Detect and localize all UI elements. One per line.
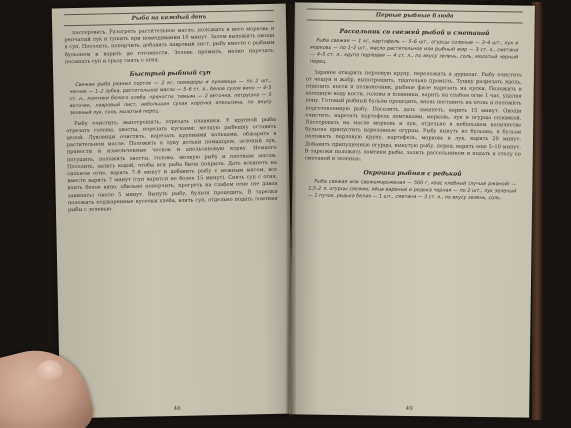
recipe-paragraph: Рыбу очистить, выпотрошить, отрезать плавники. У крупной рыбы отрезать головы, хвосты, порезать кусками; мелкую рыбешку оставить целой. Луковицы очистить, нарезать крупными кольцами, обжарить в растительном масле. Положить к луку дольки помидоров, зеленый лук, пряности и измельченные чеснок и апельсиновую корку. Немного потушить, положить хвосты, головы, мелкую рыбу и плотным мясом. Посолить, залить водой, чтобы вся рыба была покрыта. Дать вскипеть на сильном огне, варить 7–8 минут и добавить рыбу с нежным мясом, все вместе варить 7 минут (суп варится не более 15 минут). Снять суп с огня, влить белое вино, обильно поперчить, прогреть на слабом огне (не давая закипать) около 5 минут. Вынуть рыбу, бульон процедить. В тарелки положить поджаренные кусочки хлеба, влить суп, отдельно подать ломтики рыбы с зеленью. xyxy=(66,116,278,214)
section-title-okroshka: Окрошка рыбная с редькой xyxy=(363,169,462,178)
ingredients-rassolnik: Рыба свежая — 1 кг, картофель — 5–6 шт., огурцы соленые — 3–4 шт., лук и морковь — по 1–2 шт., масло растительное или рыбный жир — 3 ст. л., сметана — 4–5 ст. л., крупа перловая — 4 ст. л., по вкусу зелень, соль, молотый черный перец. xyxy=(310,38,519,65)
right-running-head: Первые рыбные блюда xyxy=(307,9,523,24)
ingredients-fast-fish-soup: Свежая рыба разных сортов — 2 кг, помидоры и луковицы — по 2 шт., чеснок — 1–2 зубка, растительное масло — 5–6 ст. л., белое сухое вино — 4–5 ст. л., ломтики белого хлеба, пряности: тимьян — 2 веточки, петрушка — 5 веточек, лавровый лист, небольшая сухая корочка апельсина, по вкусу зеленый лук, соль, молотый перец. xyxy=(69,78,272,116)
section-title-fast-fish-soup: Быстрый рыбный суп xyxy=(129,69,211,78)
right-page-content xyxy=(292,20,534,203)
thumbnail-nail xyxy=(34,357,64,383)
left-page xyxy=(52,4,295,419)
recipe-paragraph: Заранее отварить перловую крупу, переложить в дуршлаг. Рыбу очистить от чешуи и жабр, выпотрошить, тщательно промыть. Тушку разрезать вдоль, отделить кости и позвоночник, рыбное филе нарезать на куски. Положить в холодную воду кости, головы и плавники, варить на слабом огне 1 час, удаляя пену. Готовый рыбный бульон процедить, вновь поставить на огонь и положить подготовленную рыбу. Посолить, дать закипеть, варить 15 минут. Овощи очистить, нарезать картофель ломтиками, морковь, лук и огурцы соломкой. Пассеровать на масле морковь и лук, отдельно в небольшом количестве бульона припустить нарезанные огурцы. Рыбу вынуть из бульона, в бульон положить перловую крупу, картофель, морковь и лук, варить 20 минут. Добавить припущенные огурцы, вынутую рыбу, перец, варить еще 5–10 минут. В тарелки положить ломтики рыбы, залить рассольником и подать к столу со сметаной и зеленью. xyxy=(304,69,522,163)
left-page-content xyxy=(52,22,290,215)
right-page-number: 49 xyxy=(405,405,413,413)
intro-paragraph: пассеровать. Разогреть растительное масло, положить в него морковь и репчатый лук и тушить при помешивании 10 минут. Затем выложить овощи в суп. Посолить, поперчить, добавить лавровый лист, рыбу вместе с рыбным бульоном и варить до готовности. Зелень промыть, мелко нарезать, посыпать суп и сразу снять с огня. xyxy=(64,25,275,66)
left-running-head: Рыба на каждый день xyxy=(64,10,274,26)
book-gutter xyxy=(286,4,296,418)
section-title-rassolnik: Рассольник со свежей рыбой и сметаной xyxy=(339,27,490,38)
left-page-number: 48 xyxy=(173,405,181,413)
right-page xyxy=(289,2,535,417)
ingredients-okroshka: Рыба свежая или свежемороженая — 500 г, квас хлебный (лучше ржаной) — 1,5–2 л, огурцы свежие, яйца вареные и редька черная — по 2 шт., лук зеленый — 1 пучок, редька белая — 1 шт., сметана — 3 ст. л., по вкусу зелень, соль. xyxy=(308,179,517,202)
